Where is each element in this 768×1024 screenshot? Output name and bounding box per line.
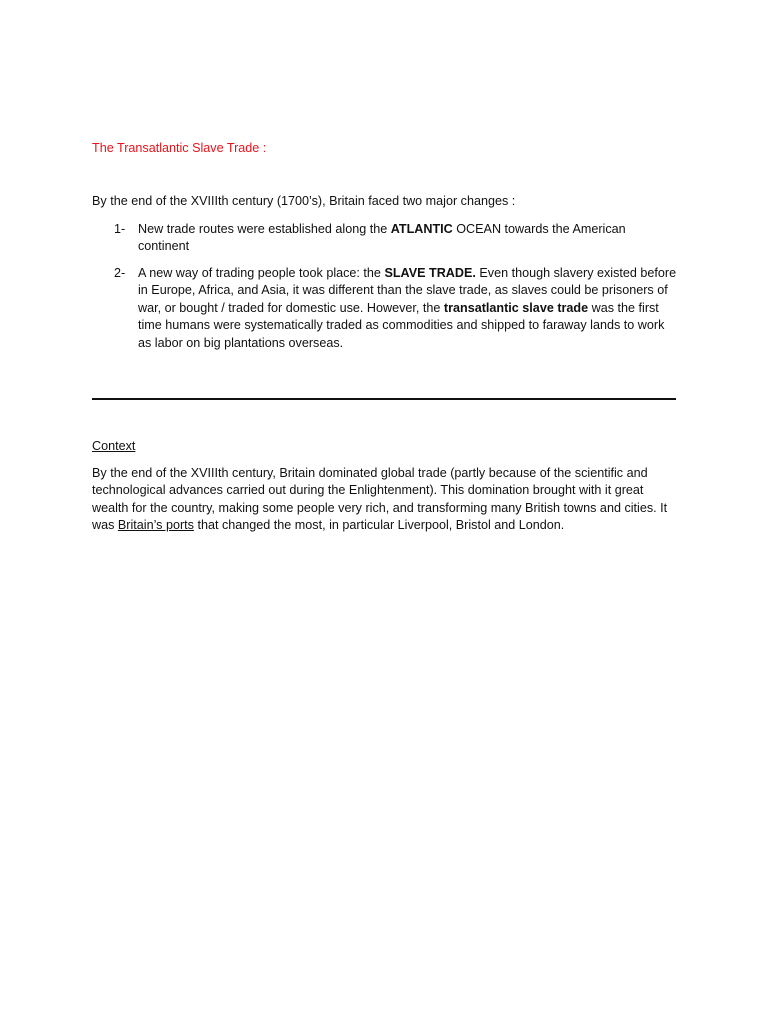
horizontal-divider xyxy=(92,398,676,400)
list-item xyxy=(92,221,678,256)
list-item-text xyxy=(138,266,676,350)
text-segment: Even though slavery existed before in Europe, Africa, and Asia, it was different than the slave trade, as slaves could be prisoners of war, or bought / traded for domestic use. However, the xyxy=(138,265,677,315)
document-content xyxy=(92,140,678,535)
list-number: 1- xyxy=(114,221,126,236)
underlined-term: Britain’s ports xyxy=(117,518,194,532)
intro-paragraph: By the end of the XVIIIth century (1700’s), Britain faced two major changes : xyxy=(92,194,516,208)
context-paragraph xyxy=(92,465,682,535)
list-number: 2- xyxy=(114,265,126,280)
bold-term: ATLANTIC xyxy=(390,221,453,236)
text-segment: was the first time humans were systematically traded as commodities and shipped to faraway lands to work as labor on big plantations overseas. xyxy=(138,300,665,350)
changes-list xyxy=(92,221,678,353)
text-segment: OCEAN towards the American continent xyxy=(138,221,626,253)
text-segment: A new way of trading people took place: the xyxy=(138,265,385,280)
context-heading: Context xyxy=(92,439,136,453)
text-segment: New trade routes were established along the xyxy=(138,221,391,236)
bold-term: SLAVE TRADE. xyxy=(384,265,476,280)
list-item-text xyxy=(138,222,626,254)
list-item xyxy=(92,265,678,353)
bold-term: transatlantic slave trade xyxy=(443,300,589,315)
text-segment: that changed the most, in particular Liverpool, Bristol and London. xyxy=(193,518,565,532)
text-segment: By the end of the XVIIIth century, Britain dominated global trade (partly because of the scientific and technological advances carried out during the Enlightenment). This domination brought with it great wealth for the country, making some people very rich, and transforming many British towns and cities. It was xyxy=(92,465,668,532)
document-title: The Transatlantic Slave Trade : xyxy=(92,141,267,155)
